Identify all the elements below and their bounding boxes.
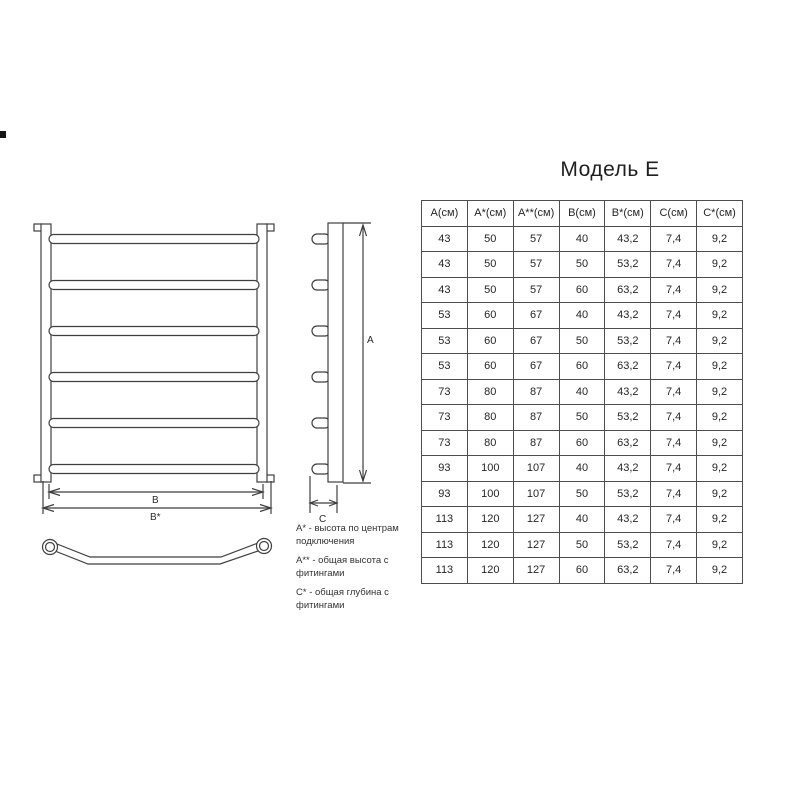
table-row bbox=[422, 277, 743, 303]
legend-item: А* - высота по центрам подключения bbox=[296, 523, 399, 547]
dim-a bbox=[360, 225, 375, 481]
table-cell: 53,2 bbox=[605, 328, 651, 354]
stub bbox=[312, 234, 330, 244]
side-rail bbox=[328, 223, 343, 482]
table-cell: 87 bbox=[513, 379, 559, 405]
table-row bbox=[422, 481, 743, 507]
table-cell: 40 bbox=[559, 226, 605, 252]
table-cell: 60 bbox=[559, 558, 605, 584]
rung bbox=[49, 465, 259, 474]
table-cell: 9,2 bbox=[697, 328, 743, 354]
table-cell: 9,2 bbox=[697, 405, 743, 431]
table-cell: 60 bbox=[559, 277, 605, 303]
table-cell: 9,2 bbox=[697, 456, 743, 482]
table-row bbox=[422, 456, 743, 482]
front-view bbox=[34, 224, 274, 482]
table-cell: 43,2 bbox=[605, 507, 651, 533]
table-row bbox=[422, 354, 743, 380]
table-cell: 80 bbox=[467, 379, 513, 405]
table-cell: 43,2 bbox=[605, 303, 651, 329]
table-row bbox=[422, 532, 743, 558]
table-cell: 9,2 bbox=[697, 379, 743, 405]
table-cell: 40 bbox=[559, 303, 605, 329]
table-cell: 7,4 bbox=[651, 558, 697, 584]
page-title: Модель Е bbox=[560, 158, 660, 181]
table-cell: 50 bbox=[559, 481, 605, 507]
column-header: С(см) bbox=[651, 201, 697, 227]
table-cell: 7,4 bbox=[651, 226, 697, 252]
spec-table bbox=[421, 200, 743, 584]
right-rail bbox=[257, 224, 267, 482]
table-cell: 100 bbox=[467, 481, 513, 507]
table-cell: 9,2 bbox=[697, 532, 743, 558]
table-cell: 57 bbox=[513, 252, 559, 278]
column-header: А(см) bbox=[422, 201, 468, 227]
table-cell: 7,4 bbox=[651, 303, 697, 329]
table-cell: 80 bbox=[467, 405, 513, 431]
table-cell: 53,2 bbox=[605, 252, 651, 278]
table-row bbox=[422, 252, 743, 278]
stub bbox=[312, 372, 330, 382]
column-header: А*(см) bbox=[467, 201, 513, 227]
table-cell: 7,4 bbox=[651, 354, 697, 380]
stub bbox=[312, 280, 330, 290]
dim-b bbox=[49, 484, 263, 506]
rung bbox=[49, 419, 259, 428]
table-cell: 7,4 bbox=[651, 328, 697, 354]
rung bbox=[49, 327, 259, 336]
table-cell: 43,2 bbox=[605, 379, 651, 405]
dim-a-label: А bbox=[367, 335, 374, 346]
table-cell: 7,4 bbox=[651, 532, 697, 558]
column-header: В(см) bbox=[559, 201, 605, 227]
table-cell: 50 bbox=[467, 277, 513, 303]
table-cell: 9,2 bbox=[697, 558, 743, 584]
table-cell: 7,4 bbox=[651, 379, 697, 405]
table-cell: 9,2 bbox=[697, 481, 743, 507]
table-cell: 120 bbox=[467, 558, 513, 584]
table-row bbox=[422, 430, 743, 456]
table-cell: 7,4 bbox=[651, 277, 697, 303]
table-cell: 53 bbox=[422, 328, 468, 354]
table-cell: 120 bbox=[467, 532, 513, 558]
table-cell: 73 bbox=[422, 405, 468, 431]
table-row bbox=[422, 558, 743, 584]
table-cell: 63,2 bbox=[605, 277, 651, 303]
table-cell: 73 bbox=[422, 379, 468, 405]
legend-item: С* - общая глубина с фитингами bbox=[296, 587, 389, 611]
table-cell: 73 bbox=[422, 430, 468, 456]
table-cell: 100 bbox=[467, 456, 513, 482]
stub bbox=[312, 326, 330, 336]
table-cell: 50 bbox=[467, 252, 513, 278]
table-cell: 53,2 bbox=[605, 532, 651, 558]
table-cell: 7,4 bbox=[651, 405, 697, 431]
column-header: А**(см) bbox=[513, 201, 559, 227]
table-cell: 80 bbox=[467, 430, 513, 456]
spec-table-header-row bbox=[422, 201, 743, 227]
table-cell: 53 bbox=[422, 354, 468, 380]
table-cell: 9,2 bbox=[697, 507, 743, 533]
table-row bbox=[422, 328, 743, 354]
table-cell: 67 bbox=[513, 328, 559, 354]
table-cell: 40 bbox=[559, 379, 605, 405]
table-cell: 120 bbox=[467, 507, 513, 533]
table-cell: 113 bbox=[422, 558, 468, 584]
table-cell: 40 bbox=[559, 507, 605, 533]
table-cell: 53,2 bbox=[605, 481, 651, 507]
table-cell: 7,4 bbox=[651, 252, 697, 278]
table-cell: 87 bbox=[513, 405, 559, 431]
table-cell: 87 bbox=[513, 430, 559, 456]
table-cell: 127 bbox=[513, 558, 559, 584]
left-rail bbox=[41, 224, 51, 482]
table-cell: 9,2 bbox=[697, 303, 743, 329]
table-cell: 53,2 bbox=[605, 405, 651, 431]
table-cell: 43,2 bbox=[605, 456, 651, 482]
table-cell: 60 bbox=[467, 328, 513, 354]
table-row bbox=[422, 226, 743, 252]
ring-right-inner bbox=[260, 542, 269, 551]
table-cell: 127 bbox=[513, 507, 559, 533]
table-cell: 93 bbox=[422, 456, 468, 482]
table-cell: 57 bbox=[513, 277, 559, 303]
table-cell: 60 bbox=[559, 354, 605, 380]
table-cell: 50 bbox=[559, 532, 605, 558]
stub bbox=[312, 418, 330, 428]
table-cell: 43,2 bbox=[605, 226, 651, 252]
table-cell: 7,4 bbox=[651, 430, 697, 456]
table-cell: 7,4 bbox=[651, 456, 697, 482]
table-cell: 63,2 bbox=[605, 354, 651, 380]
table-cell: 50 bbox=[467, 226, 513, 252]
table-cell: 9,2 bbox=[697, 277, 743, 303]
rung bbox=[49, 281, 259, 290]
table-cell: 7,4 bbox=[651, 507, 697, 533]
table-cell: 43 bbox=[422, 252, 468, 278]
table-cell: 7,4 bbox=[651, 481, 697, 507]
table-row bbox=[422, 405, 743, 431]
table-cell: 53 bbox=[422, 303, 468, 329]
table-cell: 113 bbox=[422, 532, 468, 558]
dim-b-star-label: В* bbox=[150, 512, 161, 523]
table-cell: 60 bbox=[559, 430, 605, 456]
rung bbox=[49, 373, 259, 382]
dim-b-label: В bbox=[152, 495, 159, 506]
table-cell: 9,2 bbox=[697, 226, 743, 252]
ring-left-inner bbox=[46, 543, 55, 552]
side-view bbox=[312, 223, 371, 483]
table-cell: 60 bbox=[467, 354, 513, 380]
rung bbox=[49, 235, 259, 244]
table-cell: 43 bbox=[422, 226, 468, 252]
column-header: С*(см) bbox=[697, 201, 743, 227]
table-cell: 9,2 bbox=[697, 354, 743, 380]
table-cell: 57 bbox=[513, 226, 559, 252]
legend-item: А** - общая высота с фитингами bbox=[296, 555, 389, 579]
table-cell: 50 bbox=[559, 252, 605, 278]
table-cell: 107 bbox=[513, 456, 559, 482]
scan-artifact bbox=[0, 131, 6, 138]
table-cell: 63,2 bbox=[605, 430, 651, 456]
column-header: В*(см) bbox=[605, 201, 651, 227]
table-cell: 93 bbox=[422, 481, 468, 507]
table-cell: 67 bbox=[513, 303, 559, 329]
table-cell: 67 bbox=[513, 354, 559, 380]
table-cell: 113 bbox=[422, 507, 468, 533]
legend bbox=[296, 522, 424, 618]
table-cell: 60 bbox=[467, 303, 513, 329]
table-cell: 40 bbox=[559, 456, 605, 482]
dim-c-label: С bbox=[319, 514, 327, 525]
table-row bbox=[422, 507, 743, 533]
table-cell: 107 bbox=[513, 481, 559, 507]
rung-top-view bbox=[43, 539, 272, 565]
table-cell: 63,2 bbox=[605, 558, 651, 584]
table-row bbox=[422, 379, 743, 405]
table-cell: 50 bbox=[559, 405, 605, 431]
table-row bbox=[422, 303, 743, 329]
table-cell: 9,2 bbox=[697, 252, 743, 278]
table-cell: 50 bbox=[559, 328, 605, 354]
dim-c bbox=[310, 476, 337, 525]
spec-table-body bbox=[422, 226, 743, 583]
table-cell: 127 bbox=[513, 532, 559, 558]
table-cell: 9,2 bbox=[697, 430, 743, 456]
stub bbox=[312, 464, 330, 474]
table-cell: 43 bbox=[422, 277, 468, 303]
